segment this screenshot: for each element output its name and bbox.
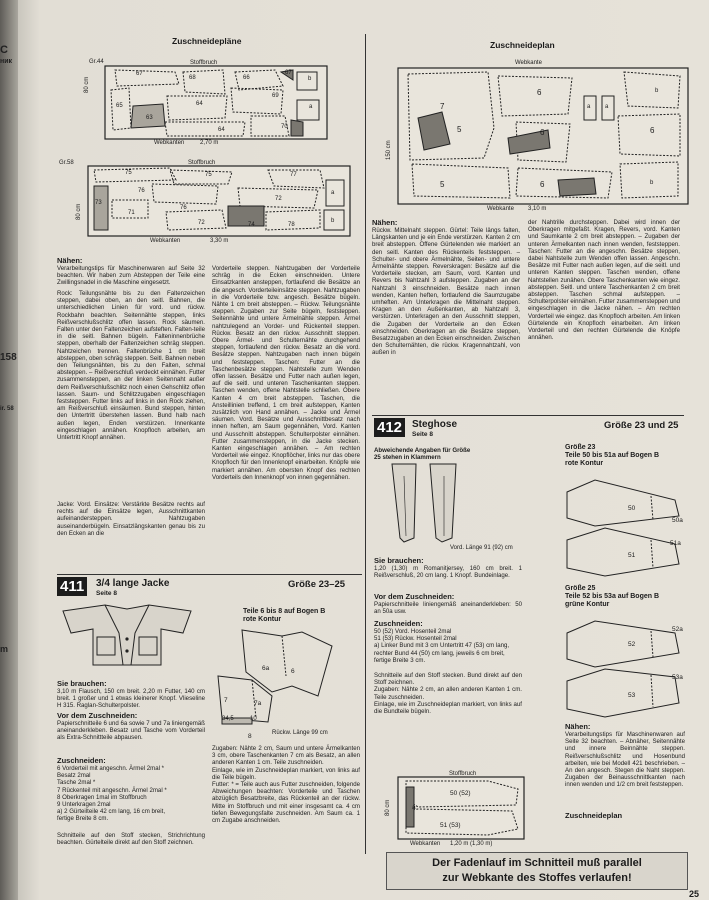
plan412-piece: 50 (52) bbox=[450, 790, 471, 797]
model-412-sewing-heading: Nähen: bbox=[565, 722, 591, 731]
plan3-piece: 6 bbox=[650, 126, 655, 135]
jacket-illustration bbox=[57, 603, 197, 669]
right-sewing-text: der Nahtrille durchsteppen. Dabei wird innen der Oberkragen mitgefaßt. Kragen, Revers, vord. Kanten und Saumkante 2 cm breit absteppen. – Zugaben der unteren Ärmelkanten nach innen wenden, feststeppen. Taschen: Futter an die angeschn. Besätze steppen, dabei Nahtstelle zum Wenden offen lassen. Angeschn. Besätze mit Futter nach außen legen, auf die seitl. und unteren Kanten steppen. Taschen wenden, offene Nahtstellen zunähen. Obere Taschenkanten wie eingez. absteppen. Seitl. und untere Taschenkanten 2 cm breit absteppen. Taschen schmal aufsteppen. – Schulterpolster einnähen. Futter zusammensteppen und eingeschlagen in die Jacke nähen. – Am rechten Vorderteil wie eingez. das Knopfloch arbeiten. Am linken Gürtelende ein Knopfloch einarbeiten. Am linken Vorderteil und den rechten Gürtelende die Knöpfe annähen. bbox=[528, 219, 680, 342]
spine-fragment: ir. 58 bbox=[0, 406, 14, 412]
grain-notice-line1: Der Fadenlauf im Schnitteil muß parallel bbox=[432, 857, 642, 869]
plan1-piece: a bbox=[309, 104, 313, 110]
page-number: 25 bbox=[688, 889, 699, 899]
plan1-piece: 70 bbox=[281, 124, 288, 130]
plan1-width: 2,70 m bbox=[200, 140, 219, 146]
model-411-allowances: Zugaben: Nähte 2 cm, Saum und untere Ärmelkanten 3 cm, obere Taschenkanten 7 cm als Besatz, an allen anderen Kanten 1 cm. Teile zuschneiden. Einlage, wie im Zuschneideplan markiert, von links auf die Teile bügeln. Futter: * = Teile auch aus Futter zuschneiden, folgende Abweichungen beachten: Vorderteile und Taschen abzüglich Besatzbreite, das Rückenteil an der rückw. Mitte im Stoffbruch und mit einer insgesamt ca. 4 cm tiefen Bewegungsfalte zuschneiden. Am Saum ca. 1 cm Zugabe anschneiden. bbox=[212, 745, 360, 825]
plan2-piece: 72 bbox=[275, 196, 282, 202]
jacke-instructions: Jacke: Vord. Einsätze: Verstärkte Besätze rechts auf rechts auf die Einsätze legen, Ausschnittkanten aufeinandersteppen. Nahtzugaben auseinanderbügeln. Einsatzlängskanten genau bis zu den Ecken an die bbox=[57, 501, 205, 537]
plan3-piece: b bbox=[650, 180, 654, 186]
cutting-plans-heading: Zuschneidepläne bbox=[172, 36, 242, 46]
plan1-size: Gr.44 bbox=[89, 59, 104, 65]
model-411-page-ref: Seite 8 bbox=[96, 590, 117, 597]
sewing-heading: Nähen: bbox=[57, 256, 83, 265]
plan2-piece: 75 bbox=[125, 170, 132, 176]
pants-illustration bbox=[386, 462, 466, 544]
model-412-page-ref: Seite 8 bbox=[412, 431, 433, 438]
grain-notice-line2: zur Webkante des Stoffes verlaufen! bbox=[442, 872, 632, 884]
plan2-piece: 77 bbox=[290, 172, 297, 178]
piece-50a: 50a bbox=[672, 517, 683, 524]
plan412-piece: a bbox=[412, 804, 416, 811]
plan412-layout bbox=[398, 777, 524, 839]
plan3-width: 3,10 m bbox=[528, 206, 547, 212]
plan2-width: 3,30 m bbox=[210, 238, 229, 244]
model-412-before: Papierschnitteile liniengemäß aneinanderkleben: 50 an 50a usw. bbox=[374, 601, 522, 616]
plan1-piece: 64 bbox=[196, 101, 203, 107]
plan2-piece: 78 bbox=[288, 222, 295, 228]
piece-53: 53 bbox=[628, 692, 636, 699]
plan3-piece: 5 bbox=[440, 180, 445, 189]
plan412-selvedge: Webkanten bbox=[410, 841, 441, 847]
model-411-before-heading: Vor dem Zuschneiden: bbox=[57, 711, 138, 720]
plan3-piece: 6 bbox=[540, 128, 545, 137]
model-411-sizes: Größe 23–25 bbox=[288, 579, 346, 590]
plan3-piece: 7 bbox=[440, 102, 445, 111]
plan2-piece: b bbox=[331, 218, 335, 224]
plan1-piece: 69 bbox=[272, 93, 279, 99]
pattern-piece-7a: 7a bbox=[254, 700, 262, 707]
plan2-piece: 76 bbox=[138, 188, 145, 194]
plan2-piece: 71 bbox=[128, 210, 135, 216]
piece-51: 51 bbox=[628, 552, 636, 559]
plan3-piece: a bbox=[605, 104, 609, 110]
model-412-title: Steghose bbox=[412, 419, 458, 430]
pattern-piece-6: 6 bbox=[291, 668, 295, 675]
piece-52: 52 bbox=[628, 641, 636, 648]
plan1-piece: 67 bbox=[285, 70, 292, 76]
plan3-selvedge: Webkante bbox=[487, 206, 514, 212]
plan412-width: 1,20 m (1,30 m) bbox=[450, 841, 493, 847]
plan3-piece: 6 bbox=[540, 180, 545, 189]
jacket-pattern-pieces bbox=[212, 626, 362, 726]
plan2-size: Gr.58 bbox=[59, 160, 74, 166]
spine-fragment: m bbox=[0, 644, 9, 654]
column-divider bbox=[365, 34, 366, 854]
piece-51a: 51a bbox=[670, 540, 681, 547]
plan3-piece: a bbox=[587, 104, 591, 110]
plan3-top-edge: Webkante bbox=[515, 60, 542, 66]
model-411-number: 411 bbox=[57, 577, 87, 596]
sewing-intro: Verarbeitungstips für Maschinenwaren auf Seite 32 beachten. Wir haben zum Absteppen der Teile eine Zwillingsnadel in die Maschine eingesetzt. bbox=[57, 265, 205, 287]
plan1-piece: 67 bbox=[136, 71, 143, 77]
model-412-before-heading: Vor dem Zuschneiden: bbox=[374, 592, 455, 601]
plan2-fold: Stoffbruch bbox=[188, 160, 216, 166]
model-411-needs-heading: Sie brauchen: bbox=[57, 679, 107, 688]
model-411-cutting-heading: Zuschneiden: bbox=[57, 756, 106, 765]
size-25-pattern-ref: Größe 25 Teile 52 bis 53a auf Bogen B grüne Kontur bbox=[565, 585, 660, 608]
plan1-piece: b bbox=[308, 76, 312, 82]
model-412-needs-heading: Sie brauchen: bbox=[374, 556, 424, 565]
spine-fragment: 158 bbox=[0, 352, 17, 363]
cutting-plan-heading: Zuschneideplan bbox=[490, 40, 555, 50]
plan1-piece: 63 bbox=[146, 115, 153, 121]
mid-sewing-heading: Nähen: bbox=[372, 218, 398, 227]
piece-50: 50 bbox=[628, 505, 636, 512]
plan2-height: 80 cm bbox=[76, 203, 82, 220]
jacke-instructions-continued: Vorderteile steppen. Nahtzugaben der Vorderteile schräg in die Ecken einschneiden. Untere Einsatzkanten ansteppen, fortlaufend die Besätze an die angesch. Vorderteileinsätze steppen. Nahtzugaben in die Vorderteile bzw. angesch. Besätze bügeln. Nähte 1 cm breit absteppen. – Rückw. Teilungsnähte steppen. Zugaben zur Seite bügeln, feststeppen. Seitennähte und untere Ärmelnähte steppen. Ärmel nahtzulegend an Vorder- und Rückenteil steppen. Rückw. Besatz an den rückw. Ausschnitt steppen. Obere Ärmel- und Schulternähte durchgehend steppen, fortlaufend den rückw. Besatz an die vord. Besätze steppen. Nahtzugaben nach innen bügeln und feststeppen. Taschen: Futter an die Taschenbesätze steppen. Nahtstelle zum Wenden offen lassen. Besätze und Futter nach außen legen, auf die seitl. und unteren Taschenkanten steppen. Taschen wenden, offene Nahtstelle schließen. Obere Kanten 4 cm breit absteppen. Taschen, die Ansteillinien treffend, 1 cm breit aufsteppen, Kanten zusätzlich von Hand annähen. – Jacke und Ärmel säumen. Vord. Besätze und Ausschnittbesatz nach innen heften, am Saum gegennähen, Vord. Kanten und Ausschnitt absteppen. Schulterpolster einnähen. Futter zusammensteppen, in die Jacke stecken. Kanten eingeschlagen annähen. – Am rechten Vorderteil wie eingez. Knopflöcher, links nur das obere Knopfloch für den Innenknopf einarbeiten. Knöpfe wie markiert annähen. Am obersten Knopf des rechten Vorderteils den Innenknopf von innen gegennähen. bbox=[212, 265, 360, 481]
model-412-cutting-heading: Zuschneiden: bbox=[374, 619, 423, 628]
model-412-placement: Schnitteile auf den Stoff stecken. Bund direkt auf den Stoff zeichnen. Zugaben: Nähte 2 cm, an allen anderen Kanten 1 cm. Teile zuschneiden. Einlage, wie im Zuschneideplan markiert, von links auf die Bundteile bügeln. bbox=[374, 672, 522, 716]
plan1-fold: Stoffbruch bbox=[190, 60, 218, 66]
model-412-sizes: Größe 23 und 25 bbox=[604, 420, 679, 431]
model-411-title: 3/4 lange Jacke bbox=[96, 578, 170, 589]
model-412-note: Abweichende Angaben für Größe 25 stehen in Klammern bbox=[374, 447, 471, 462]
plan412-piece: 51 (53) bbox=[440, 822, 461, 829]
section-rule bbox=[57, 574, 362, 575]
plan1-piece: 65 bbox=[116, 103, 123, 109]
spine-fragment: ник bbox=[0, 58, 13, 65]
model-411-pattern-ref: Teile 6 bis 8 auf Bogen B rote Kontur bbox=[243, 608, 326, 623]
plan1-selvedge: Webkanten bbox=[154, 140, 185, 146]
plan1-piece: 66 bbox=[243, 75, 250, 81]
plan412-fold: Stoffbruch bbox=[449, 771, 477, 777]
plan412-height: 80 cm bbox=[385, 799, 391, 816]
size-23-pieces bbox=[565, 476, 685, 580]
back-length: Rückw. Länge 99 cm bbox=[272, 730, 328, 736]
front-length: Vord. Länge 91 (92) cm bbox=[450, 545, 513, 551]
section-rule bbox=[372, 415, 684, 416]
plan2-piece: 72 bbox=[198, 220, 205, 226]
pattern-measure: 10 bbox=[250, 716, 257, 722]
plan2-piece: a bbox=[331, 190, 335, 196]
plan2-selvedge: Webkanten bbox=[150, 238, 181, 244]
plan1-height: 80 cm bbox=[84, 76, 90, 93]
page-spine bbox=[0, 0, 18, 900]
size-25-pieces bbox=[565, 617, 685, 721]
model-412-plan-heading: Zuschneideplan bbox=[565, 811, 623, 820]
model-412-needs: 1,20 (1,30) m Romanitjersey, 160 cm breit. 1 Reißverschluß, 20 cm lang. 1 Knopf. Bundeinlage. bbox=[374, 565, 522, 580]
plan2-piece: 74 bbox=[248, 222, 255, 228]
grain-notice-box bbox=[386, 852, 688, 890]
rock-instructions: Rock: Teilungsnähte bis zu den Faltenzeichen steppen, dabei oben, an den seitl. Bahnen, die unterschiedlichen Linien für vord. und rückw. Rockbahn beachten. Seitennähte steppen, links Reißverschlußschlitz offen lassen. Rock säumen. Falten unter den Faltenzeichen aufsteften. Falten-teile in die seitl. Bahnen bügeln. Falteninnenbrüche steppen, oberhalb der Faltenzeichen schräg steppen. Nahtzeichen trennen. Faltenbrüche 1 cm breit absteppen, oben schräg steppen. Seitl. Bahnen neben den Teilungsnähten, bis zu den Falten, schmal absteppen. – Reißverschluß verdeckt einnähen. Futter zusammensteppen, an der linken Seitennaht außer dem Reißverschlußschlitz noch einen Gehschlitz offen lassen. Saum- und Schlitzzugaben eingeschlagen feststeppen. Futter links auf links in den Rock ziehen, am Reißverschluß einsäumen. Bund steppen, hinten den Untertritt überstehen lassen. Bund halb nach außen legen, Enden verstürzen. Innenkante eingeschlagen annähen. Knopfloch arbeiten, am Untertritt Knopf annähen. bbox=[57, 290, 205, 442]
spine-fragment: C bbox=[0, 44, 8, 56]
plan1-piece: 64 bbox=[218, 127, 225, 133]
model-412-number: 412 bbox=[374, 418, 405, 437]
piece-53a: 53a bbox=[672, 674, 683, 681]
model-411-needs: 3,10 m Flausch, 150 cm breit. 2,20 m Futter, 140 cm breit. 1 großer und 1 etwas kleinerer Knopf. Vlieseline H 315. Raglan-Schulterpolster. bbox=[57, 688, 205, 710]
plan3-height: 150 cm bbox=[386, 140, 392, 160]
model-411-before: Papierschnitteile 6 und 6a sowie 7 und 7a liniengemäß aneinanderkleben. Besatz und Tasche vom Vorderteil als Extra-Schnittteile abpausen. bbox=[57, 720, 205, 742]
mid-sewing-text: Rückw. Mittelnaht steppen. Gürtel: Teile längs falten, Längskanten und je ein Ende verstürzen. Kanten 2 cm breit absteppen. Offene Gürtelenden wie markiert an den seitl. Kanten des Rückenteils feststeppen. – Schulter- und obere Ärmelnähte, Seiten- und untere Ärmelnähte steppen. Reverskragen: Besätze auf die Vorderteile stecken, am Saum, vord. Kanten und Revers bis Nahtzahl 3 aufsteppen. Zugaben an der Nahtzahl 3 einschneiden. Besätze nach innen wenden, Kanten heften, fortlaufend die Saumzugabe umheften. Am Unterkragen die Mittelnaht steppen. Kragen an den Außenkanten, ab Nahtzahl 3, verstürzen. Unterkragen an den Ausschnitt steppen, die Zugaben der Vorderteile an den Ecken einschneiden. Oberkragen an die Besätze steppen, Besatzzugaben an den Ecken einschneiden. Zwischen den Schulternähten, die rückw. Kragennahtzahl, von außen in bbox=[372, 227, 520, 357]
plan3-piece: 6 bbox=[537, 88, 542, 97]
pattern-measure: 34,5 bbox=[222, 716, 234, 722]
plan1-piece: 68 bbox=[189, 75, 196, 81]
size-23-pattern-ref: Größe 23 Teile 50 bis 51a auf Bogen B rote Kontur bbox=[565, 444, 660, 467]
pattern-piece-6a: 6a bbox=[262, 665, 270, 672]
plan3-piece: 5 bbox=[457, 125, 462, 134]
plan3-piece: b bbox=[655, 88, 659, 94]
piece-52a: 52a bbox=[672, 626, 683, 633]
plan2-piece: 75 bbox=[205, 172, 212, 178]
model-411-cutting: 6 Vorderteil mit angeschn. Ärmel 2mal * Besatz 2mal Tasche 2mal * 7 Rückenteil mit angeschn. Ärmel 2mal * 8 Oberkragen 1mal im Stoffbruch 9 Unterkragen 2mal a) 2 Gürteilteile 42 cm lang, 16 cm breit, fertige Breite 8 cm. bbox=[57, 765, 167, 823]
plan2-layout bbox=[88, 166, 350, 236]
model-411-placement: Schnitteile auf den Stoff stecken, Strichrichtung beachten. Gürtelteile direkt auf den Stoff zeichnen. bbox=[57, 832, 205, 847]
pattern-piece-8: 8 bbox=[248, 733, 252, 740]
pattern-piece-7: 7 bbox=[224, 697, 228, 704]
plan2-piece: 76 bbox=[180, 205, 187, 211]
model-412-cutting: 50 (52) Vord. Hosenteil 2mal 51 (53) Rückw. Hosenteil 2mal a) Linker Bund mit 3 cm Untertritt 47 (53) cm lang, rechter Bund 44 (50) cm lang, jeweils 6 cm breit, fertige Breite 3 cm. bbox=[374, 628, 510, 664]
plan2-piece: 73 bbox=[95, 200, 102, 206]
model-412-sewing: Verarbeitungstips für Maschinenwaren auf Seite 32 beachten. – Abnäher, Seitennähte und innere Beinnähte steppen. Reißverschlußschlitz und Hosenbund arbeiten, wie bei Modell 421 beschrieben. – An den angesch. Stegen die Naht steppen. Zugaben der Beinausschnittkanten nach innen wenden und 1/2 cm breit feststeppen. bbox=[565, 731, 685, 789]
